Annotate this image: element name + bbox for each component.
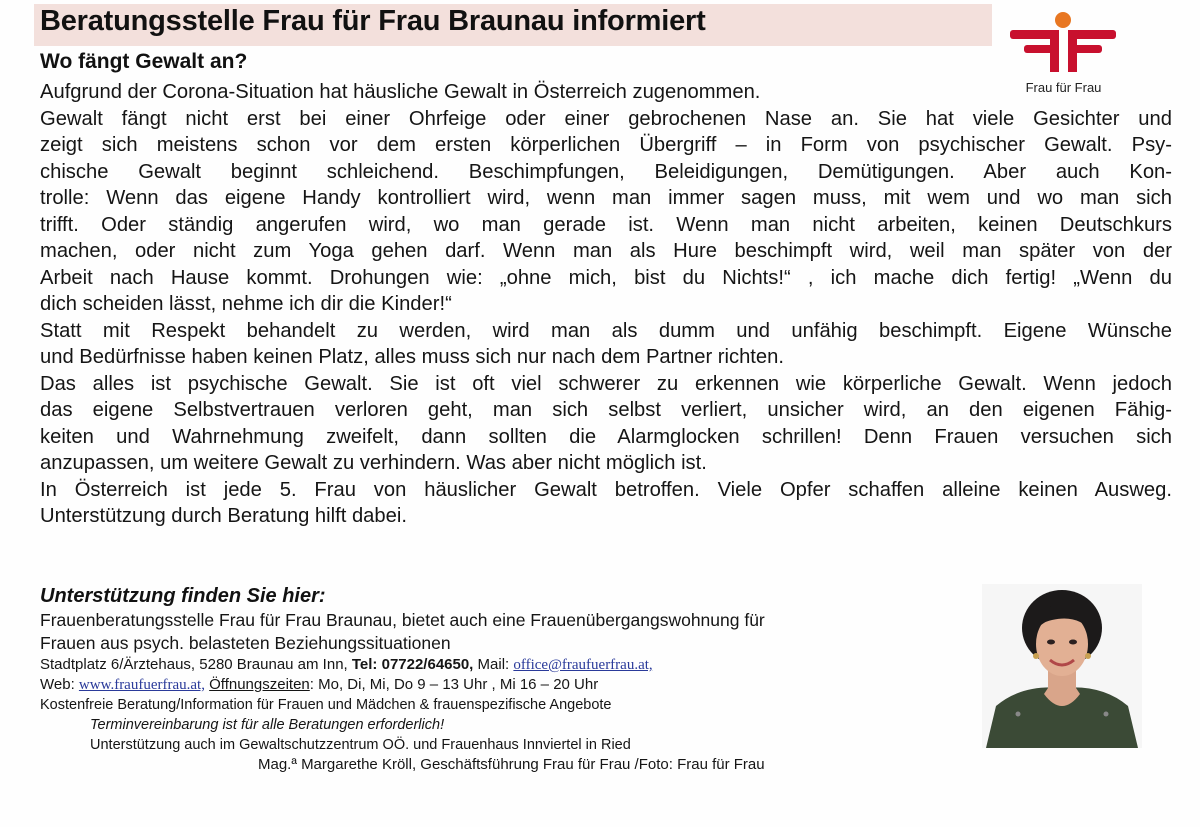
article-line: In Österreich ist jede 5. Frau von häuslicher Gewalt betroffen. Viele Opfer schaffen alleine keinen Ausweg.	[40, 478, 1172, 501]
article-line: dich scheiden lässt, nehme ich dir die Kinder!“	[40, 293, 452, 315]
article-line: machen, oder nicht zum Yoga gehen darf. Wenn man als Hure beschimpft wird, weil man später von der	[40, 240, 1172, 262]
portrait-photo-icon	[982, 584, 1142, 748]
mail-label: Mail:	[477, 656, 510, 673]
additional-support: Unterstützung auch im Gewaltschutzzentrum OÖ. und Frauenhaus Innviertel in Ried	[90, 737, 631, 753]
article-line: Unterstützung durch Beratung hilft dabei.	[40, 505, 407, 527]
support-heading: Unterstützung finden Sie hier:	[40, 585, 326, 607]
hours-label: Öffnungszeiten	[209, 676, 310, 693]
web-label: Web:	[40, 676, 75, 693]
article-line: anzupassen, um weitere Gewalt zu verhindern. Was aber nicht möglich ist.	[40, 452, 707, 474]
logo-text: Frau für Frau	[1025, 80, 1102, 95]
article-line: Gewalt fängt nicht erst bei einer Ohrfeige oder einer gebrochenen Nase an. Sie hat viele Gesichter und	[40, 107, 1172, 130]
support-info	[40, 609, 980, 775]
support-line: Frauen aus psych. belasteten Beziehungssituationen	[40, 633, 451, 653]
article-line: Das alles ist psychische Gewalt. Sie ist oft viel schwerer zu erkennen wie körperliche Gewalt. Wenn jedoch	[40, 372, 1172, 395]
article-line: chische Gewalt beginnt schleichend. Beschimpfungen, Beleidigungen, Demütigungen. Aber auch Kon-	[40, 160, 1172, 183]
contact-line	[40, 655, 980, 675]
article-line: keiten und Wahrnehmung zweifelt, dann sollten die Alarmglocken schrillen! Denn Frauen versuchen sich	[40, 425, 1172, 448]
article-line: trolle: Wenn das eigene Handy kontrolliert wird, wenn man immer sagen muss, mit wem und wo man sich	[40, 187, 1172, 209]
mail-link[interactable]: office@fraufuerfrau.at,	[513, 657, 653, 673]
article-line: Aufgrund der Corona-Situation hat häusliche Gewalt in Österreich zugenommen.	[40, 81, 761, 103]
web-link[interactable]: www.fraufuerfrau.at,	[78, 677, 205, 693]
support-line: Frauenberatungsstelle Frau für Frau Braunau, bietet auch eine Frauenübergangswohnung für	[40, 610, 765, 630]
article-line: trifft. Oder ständig angerufen wird, wo man gerade ist. Wenn man nicht arbeiten, keinen Deutschkurs	[40, 213, 1172, 236]
address: Stadtplatz 6/Ärztehaus, 5280 Braunau am Inn,	[40, 656, 348, 673]
phone-number[interactable]: Tel: 07722/64650,	[351, 656, 474, 673]
article-line: das eigene Selbstvertrauen verloren geht, man sich selbst verliert, unsicher wird, an den eigenen Fähig-	[40, 399, 1172, 421]
frau-fuer-frau-logo-icon	[1006, 8, 1121, 80]
subheadline: Wo fängt Gewalt an?	[40, 50, 248, 73]
article-line: und Bedürfnisse haben keinen Platz, alles muss sich nur nach dem Partner richten.	[40, 346, 784, 368]
article-line: Arbeit nach Hause kommt. Drohungen wie: „ohne mich, bist du Nichts!“ , ich mache dich fertig! „Wenn du	[40, 266, 1172, 289]
portrait-photo	[982, 584, 1142, 748]
signature: Mag.ª Margarethe Kröll, Geschäftsführung Frau für Frau /Foto: Frau für Frau	[258, 756, 765, 773]
headline: Beratungsstelle Frau für Frau Braunau informiert	[40, 5, 706, 37]
appointment-note: Terminvereinbarung ist für alle Beratungen erforderlich!	[90, 717, 445, 733]
web-line	[40, 675, 980, 695]
article-line: Statt mit Respekt behandelt zu werden, wird man als dumm und unfähig beschimpft. Eigene Wünsche	[40, 319, 1172, 342]
opening-hours: : Mo, Di, Mi, Do 9 – 13 Uhr , Mi 16 – 20 Uhr	[309, 676, 599, 693]
article-body	[40, 79, 1172, 530]
article-line: zeigt sich meistens schon vor dem ersten körperlichen Übergriff – in Form von psychischer Gewalt. Psy-	[40, 134, 1172, 156]
free-offer: Kostenfreie Beratung/Information für Frauen und Mädchen & frauenspezifische Angebote	[40, 697, 612, 713]
